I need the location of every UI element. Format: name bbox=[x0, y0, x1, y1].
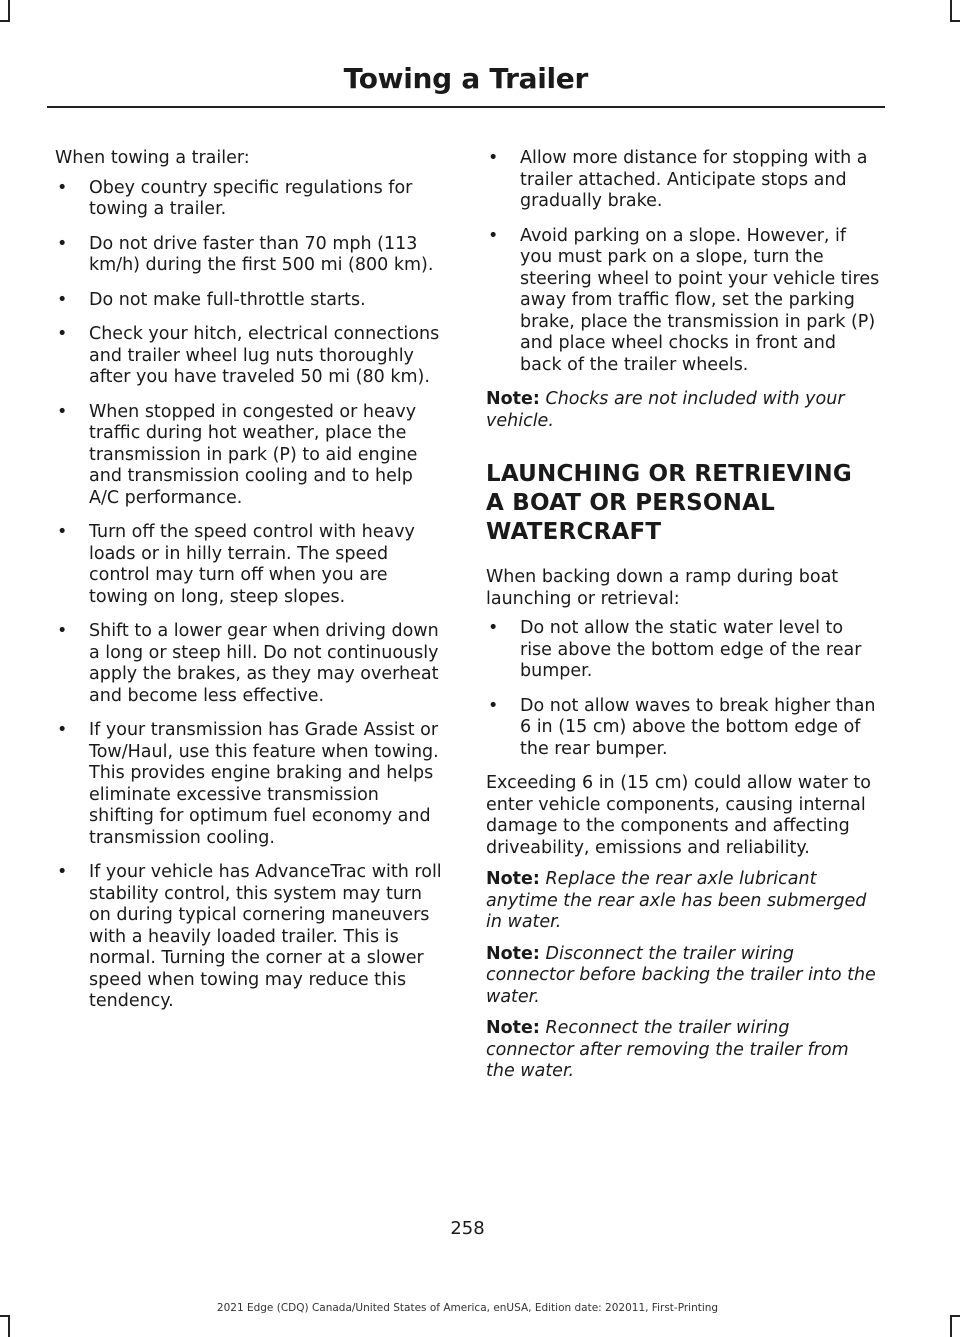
towing-tips-list bbox=[55, 178, 447, 1013]
header-divider bbox=[47, 106, 885, 108]
crop-mark-bottom-left bbox=[8, 1315, 10, 1337]
list-item: • Obey country specific regulations for towing a trailer. bbox=[57, 177, 413, 219]
bullet-icon: • bbox=[57, 324, 68, 344]
bullet-icon: • bbox=[488, 148, 499, 168]
section-heading: LAUNCHING OR RETRIEVING A BOAT OR PERSONAL WATERCRAFT bbox=[486, 461, 852, 545]
bullet-icon: • bbox=[57, 720, 68, 740]
bullet-icon: • bbox=[57, 233, 68, 254]
list-item: • Shift to a lower gear when driving down a long or steep hill. Do not continuously apply the brakes, as they may overheat and become less effective. bbox=[57, 621, 439, 706]
list-item: • If your vehicle has AdvanceTrac with roll stability control, this system may turn on during typical cornering maneuvers with a heavily loaded trailer. This is normal. Turning the corner at a slower speed when towing may reduce this tendency. bbox=[57, 862, 442, 1011]
list-item: • Allow more distance for stopping with a trailer attached. Anticipate stops and gradually brake. bbox=[488, 148, 868, 211]
bullet-icon: • bbox=[488, 618, 499, 638]
crop-mark-top-left-h bbox=[0, 20, 10, 22]
crop-mark-top-right-h bbox=[950, 20, 960, 22]
crop-mark-top-right bbox=[950, 0, 952, 22]
crop-mark-bottom-left-h bbox=[0, 1315, 10, 1317]
note-reconnect-wiring: Note: Reconnect the trailer wiring connector after removing the trailer from the water. bbox=[486, 1018, 849, 1081]
bullet-icon: • bbox=[488, 225, 499, 246]
note-chocks: Note: Chocks are not included with your vehicle. bbox=[486, 389, 845, 431]
list-item: • Do not allow the static water level to rise above the bottom edge of the rear bumper. bbox=[488, 618, 862, 681]
list-item: • Do not allow waves to break higher than 6 in (15 cm) above the bottom edge of the rear bumper. bbox=[488, 695, 876, 759]
page-footer: 2021 Edge (CDQ) Canada/United States of America, enUSA, Edition date: 202011, First-Printing bbox=[216, 1302, 719, 1314]
list-item: • Turn off the speed control with heavy loads or in hilly terrain. The speed control may turn off when you are towing on long, steep slopes. bbox=[57, 522, 415, 607]
water-warning-paragraph: Exceeding 6 in (15 cm) could allow water to enter vehicle components, causing internal damage to the components and affecting driveability, emissions and reliability. bbox=[486, 773, 871, 858]
right-column bbox=[486, 148, 880, 1093]
intro-paragraph: When towing a trailer: bbox=[55, 148, 250, 168]
page-header-title: Towing a Trailer bbox=[343, 62, 588, 95]
bullet-icon: • bbox=[488, 695, 499, 716]
list-item: • When stopped in congested or heavy traffic during hot weather, place the transmission in park (P) to aid engine and transmission cooling and to help A/C performance. bbox=[57, 401, 418, 508]
boat-ramp-list bbox=[486, 618, 880, 760]
bullet-icon: • bbox=[57, 289, 68, 310]
bullet-icon: • bbox=[57, 177, 68, 198]
crop-mark-bottom-right bbox=[950, 1315, 952, 1337]
list-item: • Avoid parking on a slope. However, if you must park on a slope, turn the steering wheel to point your vehicle tires away from traffic flow, set the parking brake, place the transmission in park (P) and place wheel chocks in front and back of the trailer wheels. bbox=[488, 225, 880, 375]
list-item: • If your transmission has Grade Assist or Tow/Haul, use this feature when towing. This provides engine braking and helps eliminate excessive transmission shifting for optimum fuel economy and transmission cooling. bbox=[57, 720, 439, 848]
bullet-icon: • bbox=[57, 621, 68, 641]
crop-mark-top-left bbox=[8, 0, 10, 22]
note-disconnect-wiring: Note: Disconnect the trailer wiring connector before backing the trailer into the water. bbox=[486, 943, 876, 1007]
left-column bbox=[55, 148, 447, 1026]
page-number: 258 bbox=[450, 1218, 485, 1239]
bullet-icon: • bbox=[57, 401, 68, 422]
list-item: • Do not drive faster than 70 mph (113 km/h) during the first 500 mi (800 km). bbox=[57, 233, 434, 275]
bullet-icon: • bbox=[57, 862, 68, 882]
section-intro: When backing down a ramp during boat launching or retrieval: bbox=[486, 567, 839, 609]
note-axle-lubricant: Note: Replace the rear axle lubricant anytime the rear axle has been submerged in water. bbox=[486, 869, 867, 932]
list-item: • Check your hitch, electrical connections and trailer wheel lug nuts thoroughly after you have traveled 50 mi (80 km). bbox=[57, 324, 440, 387]
crop-mark-bottom-right-h bbox=[950, 1315, 960, 1317]
bullet-icon: • bbox=[57, 522, 68, 542]
stopping-parking-list bbox=[486, 148, 880, 376]
list-item: • Do not make full-throttle starts. bbox=[57, 289, 366, 310]
